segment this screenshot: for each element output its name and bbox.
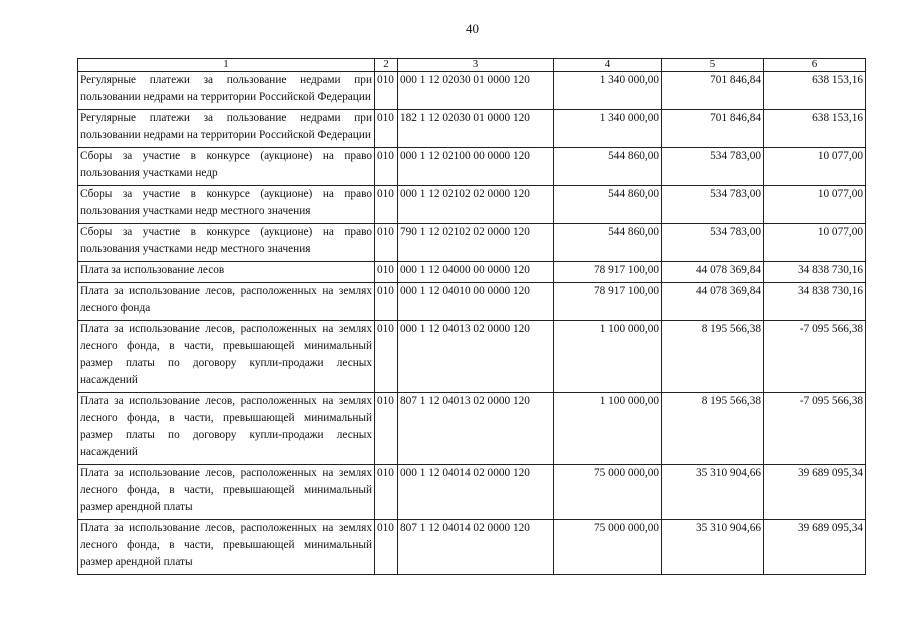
row-value-col4: 1 100 000,00 [554,393,662,465]
row-value-col5: 44 078 369,84 [662,262,764,283]
table-row [78,186,866,224]
row-value-col4: 1 340 000,00 [554,72,662,110]
row-name: Сборы за участие в конкурсе (аукционе) на право пользования участками недр местного значения [78,224,375,262]
row-value-col4: 78 917 100,00 [554,262,662,283]
row-budget-code: 000 1 12 04010 00 0000 120 [398,283,554,321]
row-value-col5: 534 783,00 [662,224,764,262]
row-admin-code: 010 [375,283,398,321]
row-value-col6: 638 153,16 [764,72,866,110]
column-header: 2 [375,59,398,72]
row-admin-code: 010 [375,321,398,393]
row-admin-code: 010 [375,72,398,110]
row-value-col6: -7 095 566,38 [764,393,866,465]
table-row [78,520,866,575]
row-value-col6: 10 077,00 [764,224,866,262]
row-admin-code: 010 [375,520,398,575]
table-body [78,72,866,575]
row-value-col5: 8 195 566,38 [662,393,764,465]
row-value-col5: 701 846,84 [662,72,764,110]
row-name: Плата за использование лесов, расположенных на землях лесного фонда, в части, превышающей минимальный размер арендной платы [78,520,375,575]
row-value-col4: 78 917 100,00 [554,283,662,321]
row-name: Плата за использование лесов, расположенных на землях лесного фонда, в части, превышающей минимальный размер платы по договору купли-продажи лесных насаждений [78,393,375,465]
table-row [78,262,866,283]
row-value-col5: 534 783,00 [662,186,764,224]
row-budget-code: 000 1 12 04014 02 0000 120 [398,465,554,520]
row-name: Сборы за участие в конкурсе (аукционе) на право пользования участками недр местного значения [78,186,375,224]
row-name: Плата за использование лесов, расположенных на землях лесного фонда, в части, превышающей минимальный размер арендной платы [78,465,375,520]
page-number: 40 [466,21,479,36]
row-budget-code: 000 1 12 02100 00 0000 120 [398,148,554,186]
row-name: Регулярные платежи за пользование недрами при пользовании недрами на территории Российской Федерации [78,110,375,148]
row-budget-code: 000 1 12 02102 02 0000 120 [398,186,554,224]
row-value-col6: -7 095 566,38 [764,321,866,393]
table-row [78,393,866,465]
row-value-col5: 35 310 904,66 [662,465,764,520]
row-budget-code: 182 1 12 02030 01 0000 120 [398,110,554,148]
table-row [78,224,866,262]
row-value-col4: 75 000 000,00 [554,465,662,520]
column-header: 6 [764,59,866,72]
row-value-col5: 44 078 369,84 [662,283,764,321]
row-value-col6: 39 689 095,34 [764,465,866,520]
table-row [78,110,866,148]
table-row [78,283,866,321]
row-value-col6: 10 077,00 [764,186,866,224]
table-header [78,59,866,72]
row-name: Плата за использование лесов, расположенных на землях лесного фонда [78,283,375,321]
column-header: 1 [78,59,375,72]
row-value-col4: 75 000 000,00 [554,520,662,575]
row-value-col4: 544 860,00 [554,186,662,224]
column-header: 5 [662,59,764,72]
row-value-col6: 10 077,00 [764,148,866,186]
row-value-col6: 34 838 730,16 [764,283,866,321]
row-value-col6: 39 689 095,34 [764,520,866,575]
row-admin-code: 010 [375,262,398,283]
table-row [78,148,866,186]
table-row [78,72,866,110]
row-value-col6: 638 153,16 [764,110,866,148]
row-value-col6: 34 838 730,16 [764,262,866,283]
row-value-col4: 544 860,00 [554,148,662,186]
row-admin-code: 010 [375,393,398,465]
row-name: Плата за использование лесов, расположенных на землях лесного фонда, в части, превышающей минимальный размер платы по договору купли-продажи лесных насаждений [78,321,375,393]
row-value-col4: 1 340 000,00 [554,110,662,148]
row-admin-code: 010 [375,186,398,224]
column-header: 3 [398,59,554,72]
column-header: 4 [554,59,662,72]
row-budget-code: 000 1 12 04013 02 0000 120 [398,321,554,393]
row-admin-code: 010 [375,224,398,262]
row-admin-code: 010 [375,110,398,148]
row-name: Регулярные платежи за пользование недрами при пользовании недрами на территории Российской Федерации [78,72,375,110]
row-value-col4: 544 860,00 [554,224,662,262]
row-name: Сборы за участие в конкурсе (аукционе) на право пользования участками недр [78,148,375,186]
row-value-col5: 8 195 566,38 [662,321,764,393]
row-value-col4: 1 100 000,00 [554,321,662,393]
row-value-col5: 534 783,00 [662,148,764,186]
row-budget-code: 807 1 12 04013 02 0000 120 [398,393,554,465]
row-value-col5: 35 310 904,66 [662,520,764,575]
row-budget-code: 807 1 12 04014 02 0000 120 [398,520,554,575]
row-budget-code: 000 1 12 02030 01 0000 120 [398,72,554,110]
table-row [78,465,866,520]
row-budget-code: 790 1 12 02102 02 0000 120 [398,224,554,262]
table-row [78,321,866,393]
row-admin-code: 010 [375,465,398,520]
row-budget-code: 000 1 12 04000 00 0000 120 [398,262,554,283]
row-admin-code: 010 [375,148,398,186]
revenue-table [77,58,866,575]
row-name: Плата за использование лесов [78,262,375,283]
row-value-col5: 701 846,84 [662,110,764,148]
